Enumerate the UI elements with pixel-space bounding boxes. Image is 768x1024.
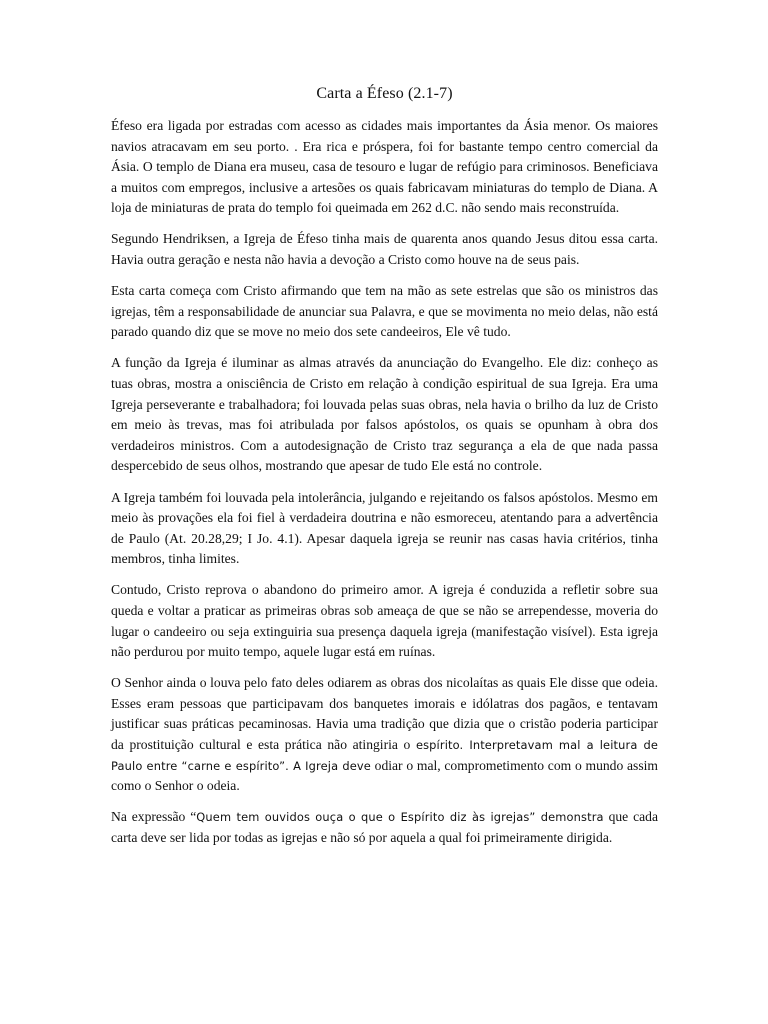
paragraph-sete-estrelas: Esta carta começa com Cristo afirmando que tem na mão as sete estrelas que são os ministros das igrejas, têm a responsabilidade de anunciar sua Palavra, e que se movimenta no meio delas, não está parado quando diz que se move no meio dos sete candeeiros, Ele vê tudo. [111,283,658,340]
document-title: Carta a Éfeso (2.1-7) [316,85,453,102]
paragraph-nicolaitas-part-3: odiar o mal, comprometimento com o mundo assim como o Senhor o odeia. [111,757,658,794]
document-page [111,84,658,859]
paragraph-expressao-part-2: Quem tem ouvidos ouça o que o Espírito diz às igrejas” demonstra [196,810,604,825]
paragraph-intolerancia: A Igreja também foi louvada pela intolerância, julgando e rejeitando os falsos apóstolos. Mesmo em meio às provações ela foi fiel à verdadeira doutrina e não esmoreceu, atentando para a advertência de Paulo (At. 20.28,29; I Jo. 4.1). Apesar daquela igreja se reunir nas casas havia critérios, tinha membros, tinha limites. [111,489,658,567]
paragraph-nicolaitas-part-2: espírito. Interpretavam mal a leitura de Paulo entre “carne e espírito”. A Igreja deve [111,738,658,773]
paragraph-expressao-part-1: Na expressão “ [111,809,197,825]
paragraph-expressao-part-3: que cada carta deve ser lida por todas as igrejas e não só por aquela a qual foi primeiramente dirigida. [111,809,659,845]
paragraph-funcao-igreja: A função da Igreja é iluminar as almas através da anunciação do Evangelho. Ele diz: conheço as tuas obras, mostra a onisciência de Cristo em relação à condição espiritual de sua Igreja. Era uma Igreja perseverante e trabalhadora; foi louvada pelas suas obras, nela havia o brilho da luz de Cristo em meio às trevas, mas foi atribulada por falsos apóstolos, os quais se opunham à obra dos verdadeiros ministros. Com a autodesignação de Cristo traz segurança a ela de que nada passa despercebido de seus olhos, mostrando que apesar de tudo Ele está no controle. [111,355,658,474]
paragraph-nicolaitas [111,673,658,797]
paragraph-nicolaitas-part-1: O Senhor ainda o louva pelo fato deles odiarem as obras dos nicolaítas as quais Ele disse que odeia. Esses eram pessoas que participavam dos banquetes imorais e idólatras dos pagãos, e tentavam justificar suas práticas pecaminosas. Havia uma tradição que dizia que o cristão poderia participar da prostituição cultural e esta prática não atingiria o [111,675,658,753]
paragraph-primeiro-amor: Contudo, Cristo reprova o abandono do primeiro amor. A igreja é conduzida a refletir sobre sua queda e voltar a praticar as primeiras obras sob ameaça de que se não se arrependesse, moveria do lugar o candeeiro ou seja extinguiria sua presença daquela igreja (manifestação visível). Esta igreja não perdurou por muito tempo, aquele lugar está em ruínas. [111,582,658,660]
paragraph-hendriksen: Segundo Hendriksen, a Igreja de Éfeso tinha mais de quarenta anos quando Jesus ditou essa carta. Havia outra geração e nesta não havia a devoção a Cristo como houve na de seus pais. [111,231,658,268]
paragraph-efeso-history: Éfeso era ligada por estradas com acesso as cidades mais importantes da Ásia menor. Os maiores navios atracavam em seu porto. . Era rica e próspera, foi for bastante tempo centro comercial da Ásia. O templo de Diana era museu, casa de tesouro e lugar de refúgio para criminosos. Beneficiava a muitos com empregos, inclusive a artesões os quais fabricavam miniaturas do templo de Diana. A loja de miniaturas de prata do templo foi queimada em 262 d.C. não sendo mais reconstruída. [111,118,658,216]
paragraph-expressao [111,807,658,848]
